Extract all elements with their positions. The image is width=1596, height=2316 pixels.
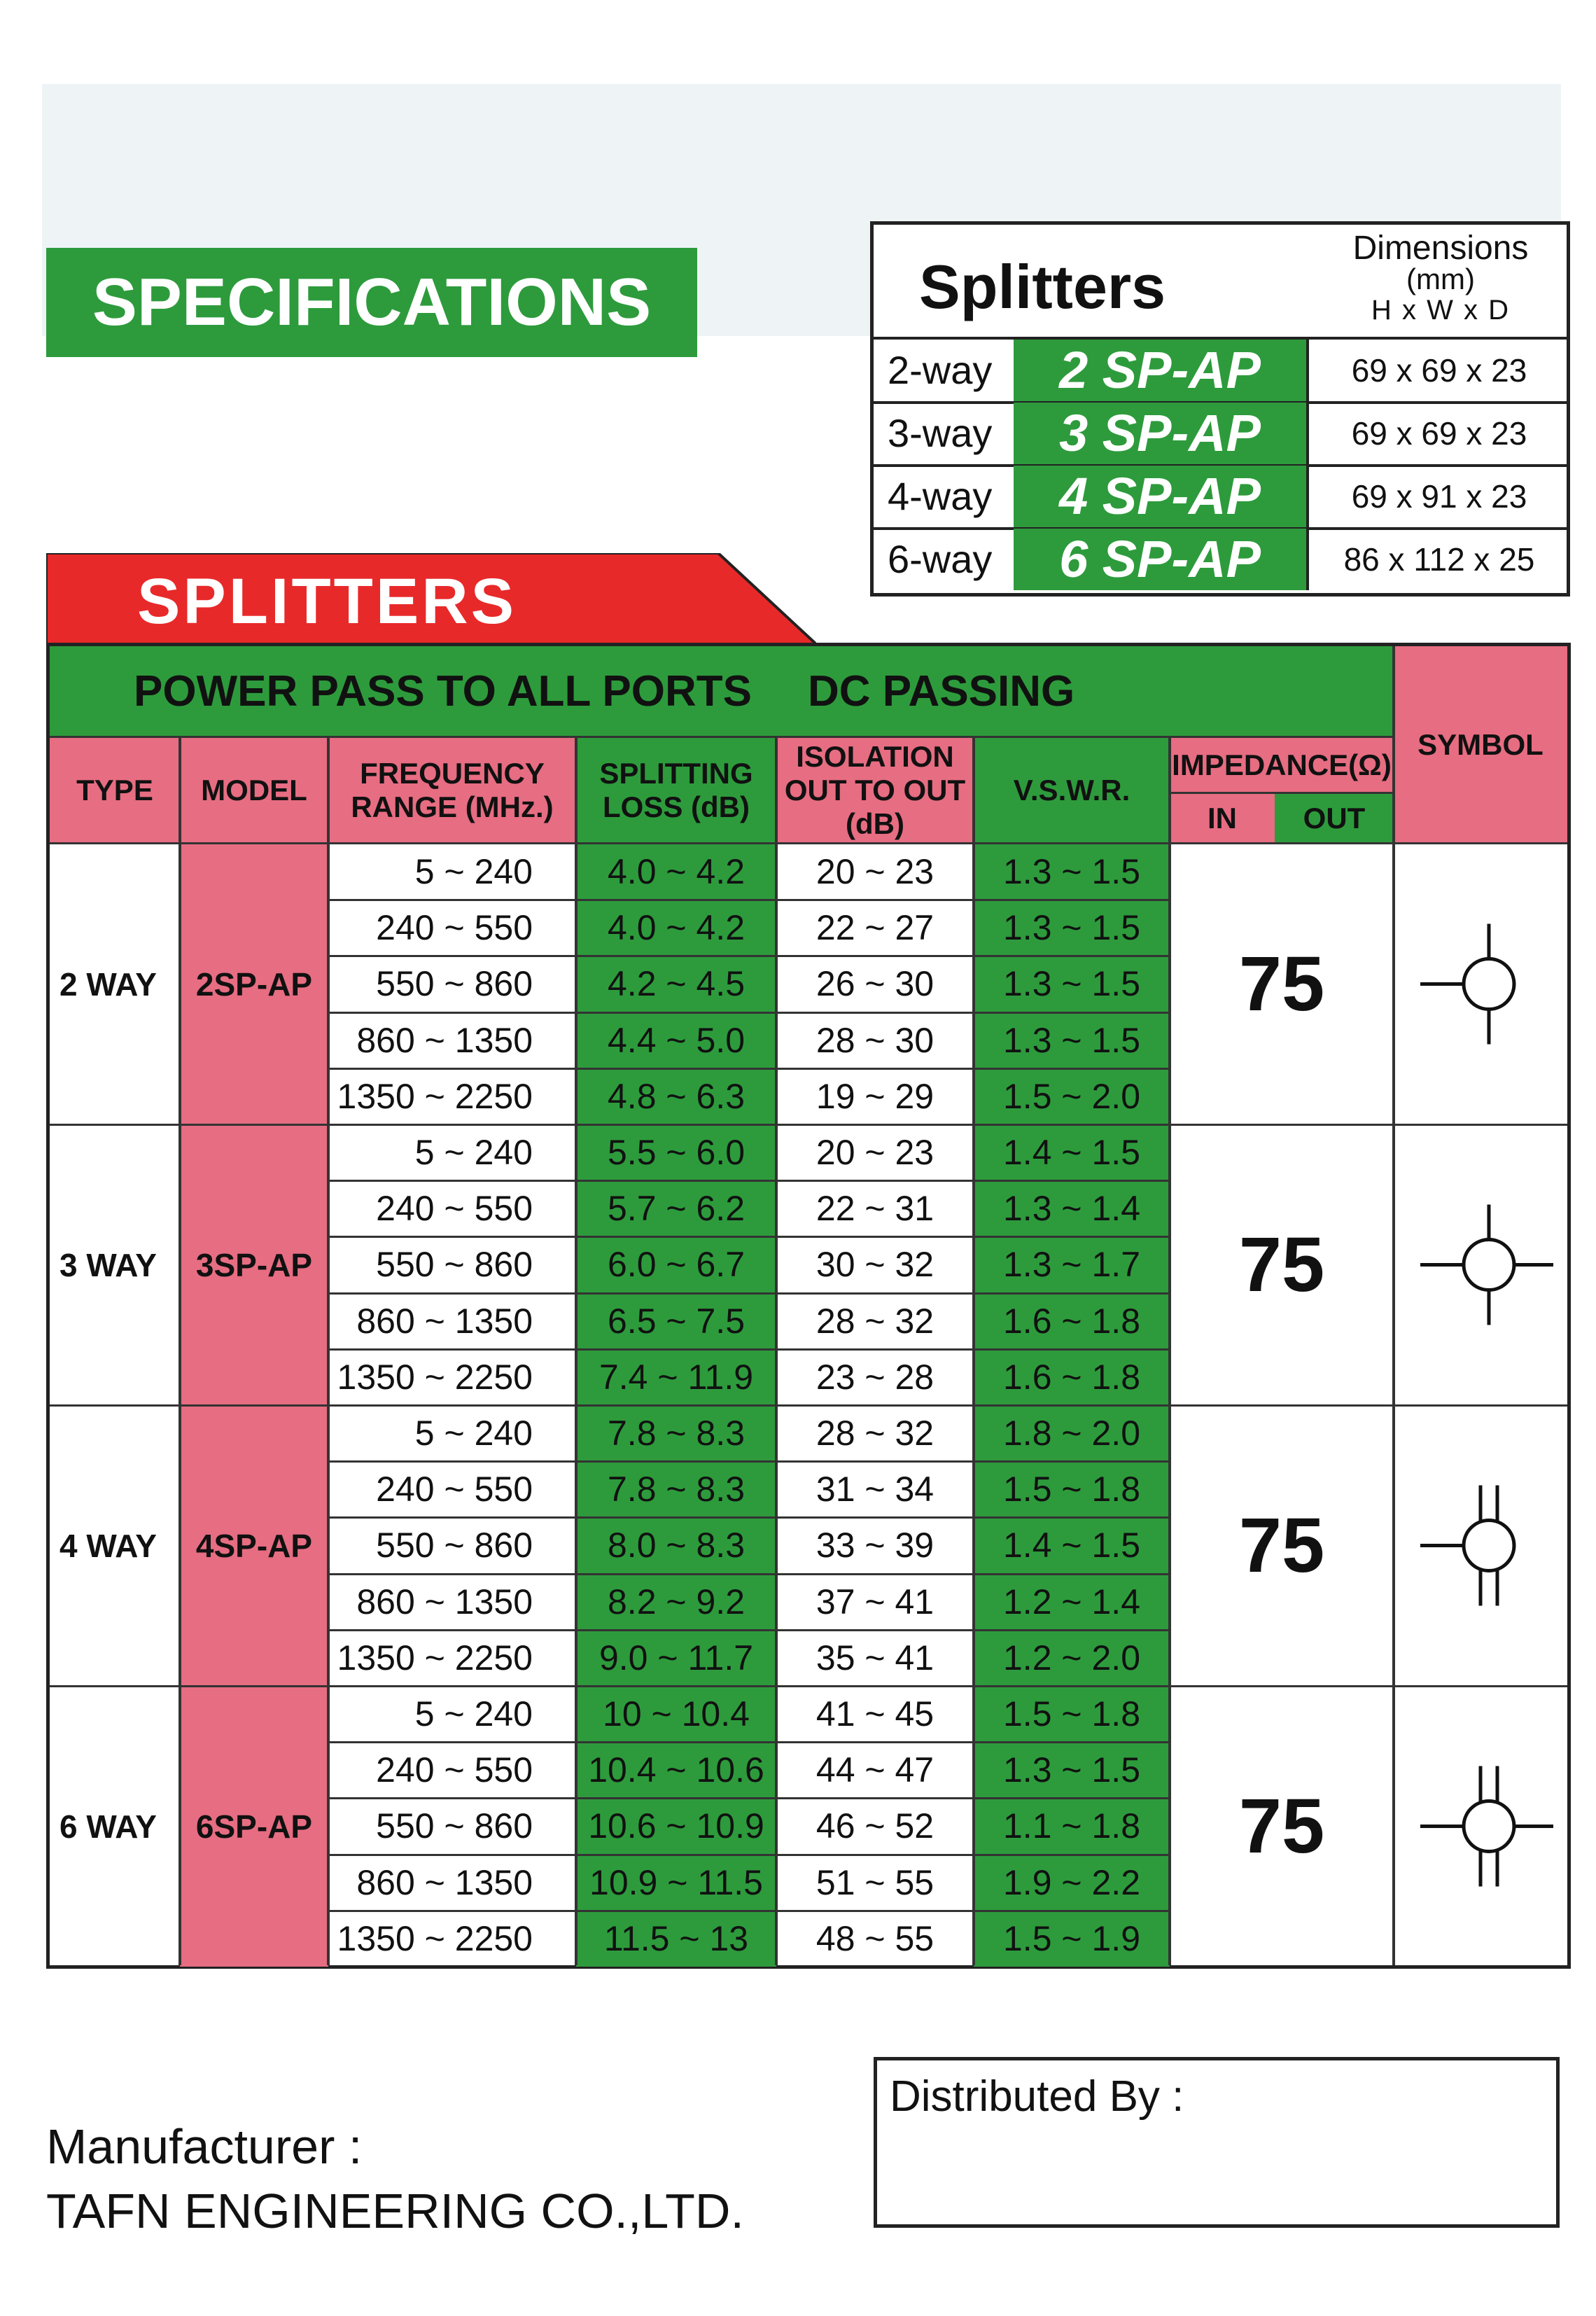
vswr-cell: 1.2 ~ 2.0 xyxy=(974,1630,1170,1686)
column-divider xyxy=(775,737,778,1965)
splitting-loss-cell: 11.5 ~ 13 xyxy=(576,1911,776,1967)
row-divider xyxy=(328,1068,1170,1070)
column-divider xyxy=(178,737,181,1965)
dimensions-model: 3 SP-AP xyxy=(1014,403,1306,464)
header-splitting-loss-line: SPLITTING xyxy=(599,757,753,790)
splitters-banner xyxy=(46,553,816,644)
header-impedance-out: OUT xyxy=(1275,793,1394,844)
vswr-cell: 1.9 ~ 2.2 xyxy=(974,1855,1170,1911)
dimensions-way: 4-way xyxy=(888,474,993,518)
splitting-loss-cell: 7.4 ~ 11.9 xyxy=(576,1349,776,1405)
frequency-cell: 240 ~ 550 xyxy=(376,1189,533,1229)
frequency-cell: 550 ~ 860 xyxy=(376,964,533,1004)
vswr-cell: 1.5 ~ 1.9 xyxy=(974,1911,1170,1967)
vswr-cell: 1.4 ~ 1.5 xyxy=(974,1124,1170,1180)
impedance-value: 75 xyxy=(1238,941,1325,1027)
dimensions-row xyxy=(874,529,1567,590)
isolation-cell: 19 ~ 29 xyxy=(816,1076,934,1116)
frequency-cell: 1350 ~ 2250 xyxy=(337,1076,533,1116)
frequency-cell: 5 ~ 240 xyxy=(414,1694,533,1734)
vswr-cell: 1.3 ~ 1.5 xyxy=(974,1742,1170,1798)
isolation-cell: 37 ~ 41 xyxy=(816,1582,934,1621)
frequency-cell: 550 ~ 860 xyxy=(376,1806,533,1846)
impedance-divider xyxy=(1170,792,1394,794)
splitter-symbol-icon xyxy=(1394,844,1567,1124)
header-frequency-line: RANGE (MHz.) xyxy=(351,790,554,823)
isolation-cell: 33 ~ 39 xyxy=(816,1526,934,1565)
isolation-cell: 28 ~ 32 xyxy=(816,1301,934,1341)
model-cell: 4SP-AP xyxy=(180,1405,328,1686)
isolation-cell: 23 ~ 28 xyxy=(816,1357,934,1397)
isolation-cell: 48 ~ 55 xyxy=(816,1918,934,1958)
vswr-cell: 1.2 ~ 1.4 xyxy=(974,1574,1170,1630)
table-subtitle xyxy=(50,646,1394,737)
isolation-cell: 30 ~ 32 xyxy=(816,1245,934,1285)
symbol-circle xyxy=(1464,1240,1514,1290)
vswr-cell: 1.5 ~ 1.8 xyxy=(974,1686,1170,1742)
symbol-circle xyxy=(1464,959,1514,1010)
isolation-cell: 22 ~ 31 xyxy=(816,1189,934,1229)
type-cell: 4 WAY xyxy=(59,1527,157,1564)
frequency-cell: 860 ~ 1350 xyxy=(356,1020,533,1060)
row-divider xyxy=(328,1910,1170,1912)
vswr-cell: 1.1 ~ 1.8 xyxy=(974,1798,1170,1854)
frequency-cell: 240 ~ 550 xyxy=(376,908,533,948)
dimensions-label-line: H x W x D xyxy=(1371,295,1510,326)
dimensions-row xyxy=(874,403,1567,467)
splitting-loss-cell: 4.2 ~ 4.5 xyxy=(576,956,776,1012)
frequency-cell: 5 ~ 240 xyxy=(414,1133,533,1173)
row-divider xyxy=(328,955,1170,957)
vswr-cell: 1.4 ~ 1.5 xyxy=(974,1517,1170,1573)
frequency-cell: 5 ~ 240 xyxy=(414,852,533,892)
dimensions-header xyxy=(874,225,1567,340)
group-divider xyxy=(50,1124,1567,1126)
frequency-cell: 240 ~ 550 xyxy=(376,1470,533,1509)
header-frequency xyxy=(328,737,576,844)
splitting-loss-cell: 5.5 ~ 6.0 xyxy=(576,1124,776,1180)
vswr-cell: 1.3 ~ 1.5 xyxy=(974,900,1170,956)
row-divider xyxy=(328,1573,1170,1575)
splitting-loss-cell: 7.8 ~ 8.3 xyxy=(576,1461,776,1517)
specifications-banner: SPECIFICATIONS xyxy=(46,248,697,357)
header-isolation-line: ISOLATION xyxy=(796,740,954,773)
splitting-loss-cell: 8.0 ~ 8.3 xyxy=(576,1517,776,1573)
impedance-value: 75 xyxy=(1238,1222,1325,1308)
isolation-cell: 51 ~ 55 xyxy=(816,1862,934,1902)
splitting-loss-cell: 10.6 ~ 10.9 xyxy=(576,1798,776,1854)
dimensions-model: 4 SP-AP xyxy=(1014,466,1306,527)
row-divider xyxy=(328,1460,1170,1463)
model-cell: 6SP-AP xyxy=(180,1686,328,1967)
isolation-cell: 20 ~ 23 xyxy=(816,852,934,892)
distributor-label: Distributed By : xyxy=(890,2072,1184,2121)
header-isolation-line: (dB) xyxy=(846,807,904,840)
dimensions-value: 69 x 91 x 23 xyxy=(1306,466,1569,527)
model-cell: 3SP-AP xyxy=(180,1124,328,1405)
header-symbol: SYMBOL xyxy=(1394,646,1567,844)
splitter-symbol-icon xyxy=(1394,1686,1567,1967)
splitting-loss-cell: 6.0 ~ 6.7 xyxy=(576,1236,776,1292)
splitters-banner-text: SPLITTERS xyxy=(137,566,517,637)
header-splitting-loss xyxy=(576,737,776,844)
dimensions-way: 6-way xyxy=(888,537,993,581)
dimensions-table xyxy=(870,221,1570,597)
dimensions-value: 69 x 69 x 23 xyxy=(1306,340,1569,401)
frequency-cell: 1350 ~ 2250 xyxy=(337,1357,533,1397)
vswr-cell: 1.6 ~ 1.8 xyxy=(974,1349,1170,1405)
frequency-cell: 550 ~ 860 xyxy=(376,1526,533,1565)
dimensions-value: 86 x 112 x 25 xyxy=(1306,529,1569,590)
splitting-loss-cell: 6.5 ~ 7.5 xyxy=(576,1293,776,1349)
isolation-cell: 41 ~ 45 xyxy=(816,1694,934,1734)
vswr-cell: 1.6 ~ 1.8 xyxy=(974,1293,1170,1349)
isolation-cell: 26 ~ 30 xyxy=(816,964,934,1004)
dimensions-value: 69 x 69 x 23 xyxy=(1306,403,1569,464)
splitter-symbol-icon xyxy=(1394,1405,1567,1686)
column-divider xyxy=(972,737,975,1965)
splitting-loss-cell: 10.4 ~ 10.6 xyxy=(576,1742,776,1798)
header-frequency-line: FREQUENCY xyxy=(360,757,545,790)
row-divider xyxy=(328,1629,1170,1631)
isolation-cell: 22 ~ 27 xyxy=(816,908,934,948)
vswr-cell: 1.3 ~ 1.7 xyxy=(974,1236,1170,1292)
frequency-cell: 860 ~ 1350 xyxy=(356,1862,533,1902)
dimensions-label-line: Dimensions xyxy=(1352,230,1529,267)
symbol-circle xyxy=(1464,1521,1514,1571)
header-impedance: IMPEDANCE(Ω) xyxy=(1170,737,1394,793)
row-divider xyxy=(328,1348,1170,1351)
header-impedance-in: IN xyxy=(1170,793,1275,844)
header-bottom-divider xyxy=(50,842,1567,844)
frequency-cell: 1350 ~ 2250 xyxy=(337,1638,533,1677)
dimensions-unit-label xyxy=(1322,230,1560,326)
vswr-cell: 1.8 ~ 2.0 xyxy=(974,1405,1170,1461)
isolation-cell: 46 ~ 52 xyxy=(816,1806,934,1846)
frequency-cell: 5 ~ 240 xyxy=(414,1414,533,1453)
vswr-cell: 1.3 ~ 1.4 xyxy=(974,1180,1170,1236)
dimensions-row xyxy=(874,340,1567,404)
splitting-loss-cell: 8.2 ~ 9.2 xyxy=(576,1574,776,1630)
subtitle-dc-passing: DC PASSING xyxy=(808,667,1075,716)
isolation-cell: 44 ~ 47 xyxy=(816,1750,934,1790)
frequency-cell: 550 ~ 860 xyxy=(376,1245,533,1285)
manufacturer-block xyxy=(46,2114,744,2243)
column-divider xyxy=(327,737,330,1965)
isolation-cell: 28 ~ 30 xyxy=(816,1020,934,1060)
vswr-cell: 1.5 ~ 2.0 xyxy=(974,1068,1170,1124)
manufacturer-name: TAFN ENGINEERING CO.,LTD. xyxy=(46,2184,744,2238)
type-cell: 3 WAY xyxy=(59,1246,157,1283)
vswr-cell: 1.5 ~ 1.8 xyxy=(974,1461,1170,1517)
splitting-loss-cell: 10 ~ 10.4 xyxy=(576,1686,776,1742)
row-divider xyxy=(328,1797,1170,1799)
row-divider xyxy=(328,1236,1170,1238)
dimensions-way: 3-way xyxy=(888,411,993,455)
column-divider xyxy=(1168,737,1171,1965)
vswr-cell: 1.3 ~ 1.5 xyxy=(974,1012,1170,1068)
splitting-loss-cell: 4.4 ~ 5.0 xyxy=(576,1012,776,1068)
splitting-loss-cell: 9.0 ~ 11.7 xyxy=(576,1630,776,1686)
frequency-cell: 240 ~ 550 xyxy=(376,1750,533,1790)
dimensions-row xyxy=(874,466,1567,530)
vswr-cell: 1.3 ~ 1.5 xyxy=(974,956,1170,1012)
dimensions-model: 2 SP-AP xyxy=(1014,340,1306,401)
symbol-circle xyxy=(1464,1801,1514,1852)
dimensions-way: 2-way xyxy=(888,348,993,392)
splitting-loss-cell: 4.0 ~ 4.2 xyxy=(576,900,776,956)
header-splitting-loss-line: LOSS (dB) xyxy=(603,790,750,823)
splitter-symbol-icon xyxy=(1394,1124,1567,1405)
impedance-value: 75 xyxy=(1238,1783,1325,1869)
row-divider xyxy=(328,1854,1170,1856)
group-divider xyxy=(50,1404,1567,1407)
specification-table xyxy=(46,643,1571,1969)
frequency-cell: 860 ~ 1350 xyxy=(356,1582,533,1621)
row-divider xyxy=(328,1012,1170,1014)
splitting-loss-cell: 5.7 ~ 6.2 xyxy=(576,1180,776,1236)
manufacturer-label: Manufacturer : xyxy=(46,2119,363,2174)
header-isolation-line: OUT TO OUT xyxy=(784,774,966,807)
isolation-cell: 28 ~ 32 xyxy=(816,1414,934,1453)
type-cell: 2 WAY xyxy=(59,965,157,1003)
dimensions-model: 6 SP-AP xyxy=(1014,529,1306,590)
isolation-cell: 35 ~ 41 xyxy=(816,1638,934,1677)
column-divider xyxy=(575,737,578,1965)
frequency-cell: 860 ~ 1350 xyxy=(356,1301,533,1341)
dimensions-label-line: (mm) xyxy=(1406,263,1475,295)
header-model: MODEL xyxy=(180,737,328,844)
header-isolation xyxy=(776,737,974,844)
subtitle-power-pass: POWER PASS TO ALL PORTS xyxy=(134,667,752,716)
splitting-loss-cell: 7.8 ~ 8.3 xyxy=(576,1405,776,1461)
header-vswr: V.S.W.R. xyxy=(974,737,1170,844)
splitting-loss-cell: 4.0 ~ 4.2 xyxy=(576,844,776,900)
group-divider xyxy=(50,1685,1567,1687)
row-divider xyxy=(328,1180,1170,1182)
isolation-cell: 31 ~ 34 xyxy=(816,1470,934,1509)
dimensions-title: Splitters xyxy=(919,252,1166,321)
isolation-cell: 20 ~ 23 xyxy=(816,1133,934,1173)
type-cell: 6 WAY xyxy=(59,1808,157,1845)
model-cell: 2SP-AP xyxy=(180,844,328,1124)
row-divider xyxy=(328,1516,1170,1519)
distributor-box xyxy=(874,2057,1560,2228)
vswr-cell: 1.3 ~ 1.5 xyxy=(974,844,1170,900)
header-type: TYPE xyxy=(50,737,180,844)
frequency-cell: 1350 ~ 2250 xyxy=(337,1918,533,1958)
splitting-loss-cell: 4.8 ~ 6.3 xyxy=(576,1068,776,1124)
header-divider xyxy=(50,736,1394,738)
row-divider xyxy=(328,1741,1170,1743)
splitting-loss-cell: 10.9 ~ 11.5 xyxy=(576,1855,776,1911)
impedance-value: 75 xyxy=(1238,1502,1325,1589)
row-divider xyxy=(328,1292,1170,1295)
row-divider xyxy=(328,899,1170,901)
